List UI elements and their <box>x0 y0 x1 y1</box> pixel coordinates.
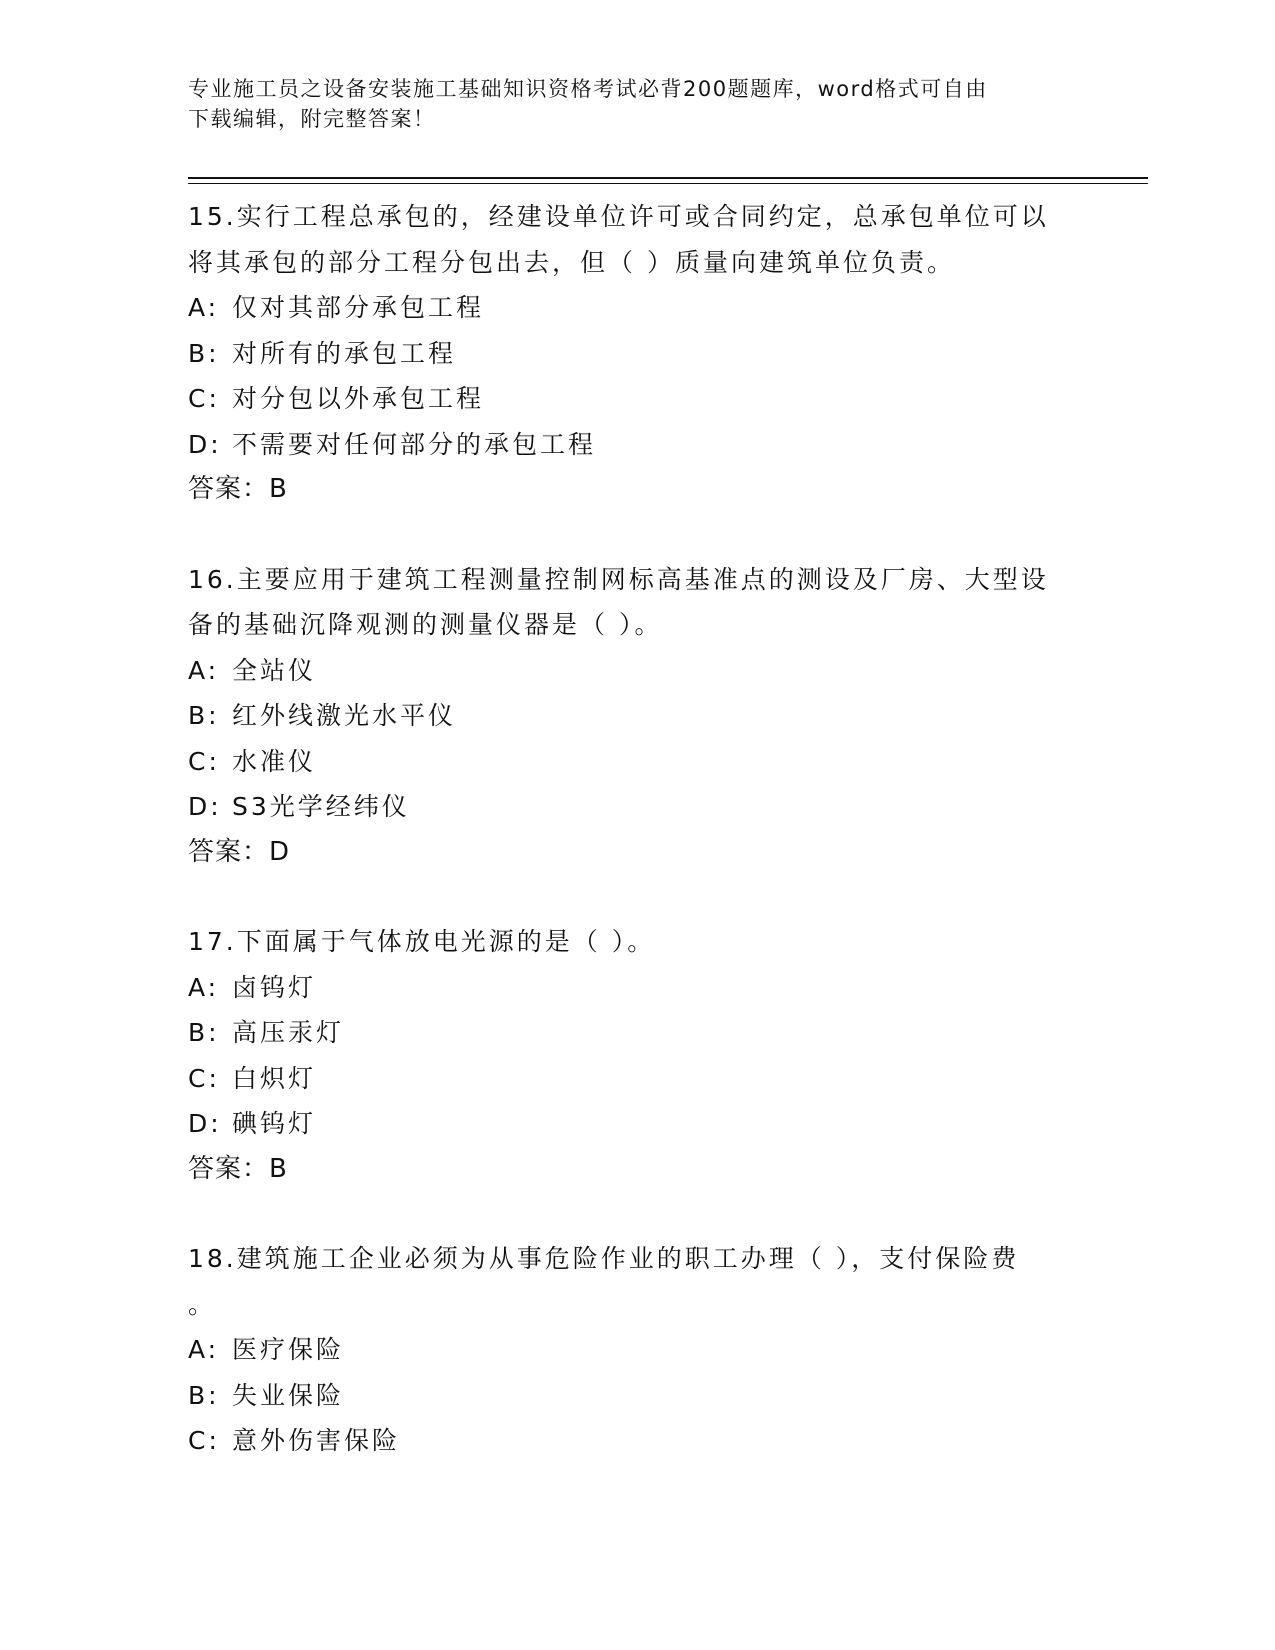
question-spacer <box>188 875 1088 919</box>
option-text: S3光学经纬仪 <box>232 792 410 821</box>
option-letter: B: <box>188 1380 220 1410</box>
option-letter: A: <box>188 972 220 1002</box>
option-letter: D: <box>188 1109 222 1138</box>
option-text: 水准仪 <box>232 746 317 776</box>
answer-key: 答案：B <box>188 1153 288 1184</box>
option-text: 碘钨灯 <box>232 1109 317 1138</box>
answer-option <box>188 422 1088 468</box>
answer-option <box>188 1373 1088 1419</box>
answer-option <box>188 1056 1088 1102</box>
question-stem-line: 。 <box>188 1289 217 1319</box>
option-text: 红外线激光水平仪 <box>232 701 457 730</box>
question-stem-line: 17.下面属于气体放电光源的是（ ）。 <box>188 927 656 956</box>
question-block <box>188 1236 1088 1464</box>
header-divider-thin <box>188 183 1148 184</box>
header-divider-thick <box>188 177 1148 179</box>
question-stem-line: 18.建筑施工企业必须为从事危险作业的职工办理（ ），支付保险费 <box>188 1244 1020 1273</box>
question-block <box>188 557 1088 920</box>
question-stem-line: 备的基础沉降观测的测量仪器是（ ）。 <box>188 610 663 639</box>
option-letter: C: <box>188 1426 220 1455</box>
option-letter: B: <box>188 701 220 730</box>
header-line-2: 下载编辑，附完整答案！ <box>188 107 436 131</box>
option-letter: C: <box>188 1063 220 1093</box>
option-letter: A: <box>188 1335 220 1364</box>
option-text: 不需要对任何部分的承包工程 <box>232 429 597 459</box>
document-header <box>188 74 1088 134</box>
question-stem-line: 16.主要应用于建筑工程测量控制网标高基准点的测设及厂房、大型设 <box>188 564 1049 594</box>
answer-option <box>188 648 1088 694</box>
option-text: 对所有的承包工程 <box>232 338 457 368</box>
question-spacer <box>188 1192 1088 1236</box>
option-text: 医疗保险 <box>232 1335 345 1364</box>
answer-option <box>188 739 1088 785</box>
answer-key: 答案：B <box>188 474 288 504</box>
option-letter: C: <box>188 746 220 776</box>
option-letter: A: <box>188 293 220 322</box>
option-text: 对分包以外承包工程 <box>232 384 485 413</box>
option-text: 仅对其部分承包工程 <box>232 293 485 322</box>
question-block <box>188 919 1088 1236</box>
option-letter: B: <box>188 1018 220 1047</box>
answer-key: 答案：D <box>188 836 291 867</box>
answer-option <box>188 376 1088 422</box>
option-text: 卤钨灯 <box>232 972 317 1002</box>
answer-option <box>188 1101 1088 1147</box>
option-letter: B: <box>188 338 220 368</box>
header-line-1: 专业施工员之设备安装施工基础知识资格考试必背200题题库，word格式可自由 <box>188 77 988 101</box>
question-spacer <box>188 513 1088 557</box>
option-letter: D: <box>188 792 222 821</box>
answer-option <box>188 784 1088 830</box>
option-text: 全站仪 <box>232 655 317 685</box>
option-text: 失业保险 <box>232 1380 345 1410</box>
question-stem-line: 将其承包的部分工程分包出去，但（ ）质量向建筑单位负责。 <box>188 247 955 277</box>
option-text: 高压汞灯 <box>232 1018 345 1047</box>
option-text: 白炽灯 <box>232 1063 317 1093</box>
answer-option <box>188 285 1088 331</box>
answer-option <box>188 1418 1088 1464</box>
option-letter: D: <box>188 429 222 459</box>
question-list <box>188 194 1088 1464</box>
answer-option <box>188 1327 1088 1373</box>
option-letter: A: <box>188 655 220 685</box>
option-text: 意外伤害保险 <box>232 1426 401 1455</box>
option-letter: C: <box>188 384 220 413</box>
answer-option <box>188 331 1088 377</box>
question-block <box>188 194 1088 557</box>
answer-option <box>188 1010 1088 1056</box>
question-stem-line: 15.实行工程总承包的，经建设单位许可或合同约定，总承包单位可以 <box>188 202 1049 231</box>
answer-option <box>188 693 1088 739</box>
answer-option <box>188 965 1088 1011</box>
